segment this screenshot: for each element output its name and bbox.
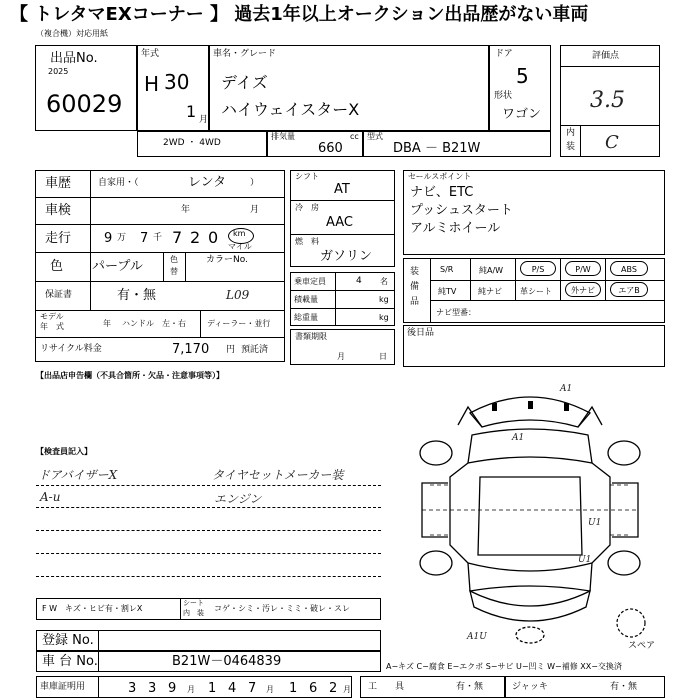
- interior-label-1: 内: [566, 128, 576, 138]
- year-month-suffix: 月: [199, 115, 209, 125]
- door-value: 5: [516, 64, 529, 88]
- model-year-dealer: ディーラー・並行: [207, 319, 271, 328]
- mileage-unit-2: 千: [153, 233, 163, 243]
- cert-digit: 4: [228, 681, 237, 696]
- year-month: 1: [186, 102, 197, 121]
- load-label: 積載量: [294, 295, 318, 304]
- color-label: 色: [50, 259, 64, 274]
- model-year-handle: ハンドル 左・右: [122, 319, 186, 328]
- cert-digit: 3: [128, 681, 137, 696]
- color-code: L09: [226, 288, 250, 302]
- ac-value: AAC: [326, 215, 353, 230]
- cert-digit: 6: [309, 681, 318, 696]
- inspector-label: 【検査員記入】: [36, 447, 92, 456]
- chassis-label: 車 台 No.: [42, 654, 98, 669]
- recycle-label: リサイクル料金: [40, 344, 102, 354]
- interior-score: C: [605, 132, 619, 153]
- model-year-year: 年: [103, 319, 111, 328]
- tools-value: 有・無: [456, 682, 484, 692]
- cert-digit: 3: [148, 681, 157, 696]
- cert-digit: 9: [168, 681, 177, 696]
- warranty-label: 保証書: [45, 290, 73, 300]
- equipment-item: S/R: [440, 265, 454, 274]
- equipment-label-1: 装: [410, 267, 420, 277]
- mileage-unit-1: 万: [117, 233, 127, 243]
- shape-value: ワゴン: [502, 107, 542, 122]
- cert-digit: 2: [329, 681, 338, 696]
- capacity-value: 4: [356, 276, 362, 286]
- car-mark: A1: [560, 384, 573, 394]
- equipment-item: P/W: [565, 261, 601, 276]
- mileage-digit-3: 7: [172, 228, 183, 247]
- sales-point-item: アルミホイール: [410, 221, 501, 236]
- cert-digit: 1: [208, 681, 217, 696]
- shift-label: シフト: [295, 172, 319, 181]
- door-label: ドア: [495, 49, 513, 59]
- registration-label: 登録 No.: [42, 633, 94, 648]
- fuel-value: ガソリン: [320, 249, 373, 264]
- model-grade: ハイウェイスターX: [221, 100, 360, 119]
- equipment-item: 純TV: [438, 287, 457, 296]
- inspector-line: A-u: [40, 490, 61, 504]
- rating-label: 評価点: [592, 51, 620, 61]
- gross-unit: kg: [379, 313, 389, 322]
- history-rental: レンタ: [188, 175, 227, 190]
- displacement-value: 660: [318, 141, 343, 156]
- history-close: ）: [250, 178, 260, 188]
- ac-label: 冷 房: [295, 203, 319, 212]
- sales-points-label: セールスポイント: [408, 172, 472, 181]
- spare-label: スペア: [628, 641, 656, 651]
- mileage-digit-1: 9: [104, 231, 113, 246]
- mileage-digit-2: 7: [140, 231, 149, 246]
- shift-value: AT: [334, 182, 350, 197]
- color-change-2: 替: [170, 267, 178, 276]
- load-unit: kg: [379, 295, 389, 304]
- inspection-label: 車検: [45, 203, 72, 218]
- car-mark: U1: [588, 518, 602, 528]
- sales-point-item: プッシュスタート: [410, 203, 513, 218]
- equipment-label-3: 品: [410, 297, 420, 307]
- seller-notes-label: 【出品店申告欄（不具合箇所・欠品・注意事項等）】: [36, 371, 224, 380]
- equipment-item: 純A/W: [479, 266, 504, 275]
- lot-label: 出品No.: [50, 51, 98, 66]
- damage-interior: コゲ・シミ・汚レ・ミミ・破レ・スレ: [214, 604, 350, 613]
- notes-box: [403, 325, 665, 367]
- lot-year: 2025: [48, 67, 69, 76]
- car-mark: A1: [512, 433, 525, 443]
- term-day: 日: [379, 352, 387, 361]
- year-era: H: [144, 72, 160, 96]
- lot-number: 60029: [46, 90, 123, 118]
- capacity-unit: 名: [380, 277, 388, 286]
- warranty-value: 有・無: [117, 288, 157, 303]
- cert-digit: 7: [248, 681, 257, 696]
- equipment-label-2: 備: [410, 282, 420, 292]
- sales-point-item: ナビ、ETC: [410, 185, 474, 200]
- equipment-item: 革シート: [520, 287, 552, 296]
- displacement-unit: cc: [350, 132, 359, 141]
- cert-unit: 月: [343, 685, 351, 694]
- recycle-deposit: 預託済: [241, 345, 269, 355]
- jack-value: 有・無: [610, 682, 638, 692]
- mileage-digit-5: 0: [208, 228, 219, 247]
- car-mark: A1U: [467, 632, 487, 642]
- gross-label: 総重量: [294, 313, 318, 322]
- chassis-value: B21W－0464839: [172, 654, 282, 669]
- model-year-label-2: 年 式: [40, 322, 64, 331]
- model-code-value: DBA － B21W: [393, 141, 481, 156]
- inspector-line: タイヤセットメーカー装: [212, 468, 344, 482]
- drive-value: 2WD ・ 4WD: [163, 138, 221, 148]
- year-label: 年式: [141, 49, 160, 59]
- mileage-digit-4: 2: [190, 228, 201, 247]
- navi-model-label: ナビ型番：: [436, 308, 476, 317]
- history-value: 自家用・（: [98, 178, 139, 188]
- term-label: 書類期限: [295, 332, 327, 341]
- cert-digit: 1: [289, 681, 298, 696]
- damage-interior-label-2: 内 装: [183, 609, 204, 617]
- spec-table: [35, 170, 285, 362]
- inspector-line: エンジン: [214, 492, 262, 506]
- cert-label: 車庫証明用: [40, 682, 86, 692]
- damage-interior-label-1: シート: [183, 599, 204, 607]
- jack-label: ジャッキ: [512, 682, 548, 692]
- color-code-label: カラーNo.: [206, 255, 248, 265]
- cert-unit: 月: [187, 685, 195, 694]
- equipment-item: 外ナビ: [565, 282, 601, 297]
- recycle-value: 7,170: [172, 342, 210, 357]
- mileage-label: 走行: [45, 231, 72, 246]
- equipment-item: 純ナビ: [478, 287, 502, 296]
- model-year-label-1: モデル: [40, 312, 64, 321]
- year-value: 30: [164, 70, 190, 94]
- equipment-item: エアB: [610, 282, 648, 297]
- model-label: 車名・グレード: [213, 49, 277, 59]
- model-code-label: 型式: [367, 132, 383, 141]
- inspector-line: ドアバイザーX: [38, 468, 118, 482]
- mileage-unit-km: km: [233, 229, 246, 238]
- spare-tire-icon: [614, 606, 648, 640]
- fuel-label: 燃 料: [295, 237, 319, 246]
- displacement-label: 排気量: [271, 132, 295, 141]
- capacity-label: 乗車定員: [294, 277, 326, 286]
- history-label: 車歴: [45, 176, 72, 191]
- car-mark: U1: [578, 555, 592, 565]
- subtitle: （複合機）対応用紙: [36, 29, 108, 38]
- inspection-year: 年: [181, 205, 191, 215]
- shape-label: 形状: [494, 91, 513, 101]
- inspection-month: 月: [250, 205, 260, 215]
- damage-legend: A−キズ C−腐食 E−エクボ S−サビ U−凹ミ W−補修 XX−交換済: [386, 662, 622, 671]
- damage-label: F W キズ・ヒビ有・割レX: [42, 604, 143, 613]
- notes-label: 後日品: [407, 328, 435, 338]
- color-value: パープル: [92, 259, 143, 274]
- tools-label: 工 具: [368, 682, 405, 692]
- recycle-unit: 円: [226, 345, 236, 355]
- rating-score: 3.5: [590, 88, 625, 113]
- equipment-item: ABS: [610, 261, 648, 276]
- interior-label-2: 装: [566, 142, 576, 152]
- term-month: 月: [337, 352, 345, 361]
- model-name: デイズ: [221, 73, 268, 92]
- page-header: 【 トレタマEXコーナー 】 過去1年以上オークション出品歴がない車両: [10, 4, 589, 25]
- mileage-unit-mile: マイル: [228, 242, 252, 251]
- equipment-item: P/S: [520, 261, 556, 276]
- cert-unit: 月: [266, 685, 274, 694]
- color-change-1: 色: [170, 255, 178, 264]
